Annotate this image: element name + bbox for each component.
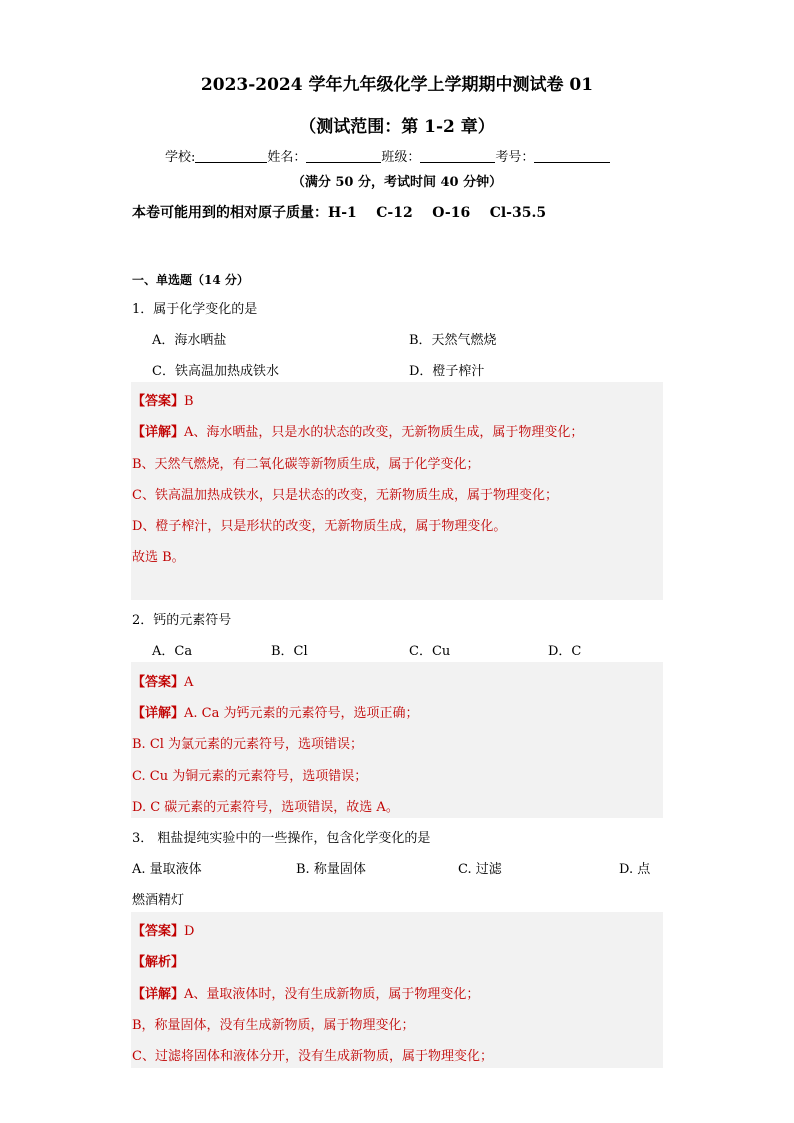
q3-answer (132, 920, 194, 939)
q1-option-b: B．天然气燃烧 (409, 333, 497, 348)
q1-detail-3: C、铁高温加热成铁水，只是状态的改变，无新物质生成，属于物理变化； (132, 488, 558, 503)
q3-option-c: C. 过滤 (458, 862, 502, 877)
q2-option-d: D．C (548, 644, 582, 659)
q2-option-c: C．Cu (409, 644, 451, 659)
exam-number-blank[interactable] (534, 150, 610, 163)
q3-option-b: B. 称量固体 (296, 862, 366, 877)
q2-detail-text: A. Ca 为钙元素的元素符号，选项正确； (184, 706, 419, 721)
q1-answer-label: 【答案】 (132, 394, 185, 409)
q3-detail-label: 【详解】 (132, 987, 185, 1002)
q3-stem: 3． 粗盐提纯实验中的一些操作，包含化学变化的是 (132, 831, 431, 846)
atomic-mass-note: 本卷可能用到的相对原子质量：H-1 C-12 O-16 Cl-35.5 (132, 205, 547, 221)
q2-answer (132, 671, 193, 690)
school-label: 学校: (165, 150, 196, 165)
q3-answer-value: D (184, 924, 195, 939)
q1-answer (132, 390, 194, 409)
q3-analysis (132, 951, 184, 970)
q3-answer-label: 【答案】 (132, 924, 185, 939)
q2-detail-label: 【详解】 (132, 706, 185, 721)
q1-detail-4: D、橙子榨汁，只是形状的改变，无新物质生成，属于物理变化。 (132, 519, 507, 534)
q3-analysis-label: 【解析】 (132, 955, 185, 970)
class-label: 班级： (381, 150, 421, 165)
q1-detail-text: A、海水晒盐，只是水的状态的改变，无新物质生成，属于物理变化； (184, 425, 584, 440)
q2-detail-4: D. C 碳元素的元素符号，选项错误，故选 A。 (132, 800, 399, 815)
q3-detail-2: B，称量固体，没有生成新物质，属于物理变化； (132, 1018, 415, 1033)
score-time: （满分 50 分，考试时间 40 分钟） (291, 175, 503, 190)
q3-stem-continued: 燃酒精灯 (132, 893, 185, 908)
q1-answer-value: B (184, 394, 194, 409)
q2-option-a: A．Ca (152, 644, 193, 659)
name-blank[interactable] (306, 150, 381, 163)
q3-option-a: A. 量取液体 (132, 862, 202, 877)
school-blank[interactable] (195, 150, 267, 163)
section-title: 一、单选题（14 分） (132, 273, 249, 287)
q2-answer-value: A (184, 675, 194, 690)
q3-detail-3: C、过滤将固体和液体分开，没有生成新物质，属于物理变化； (132, 1049, 493, 1064)
q2-detail-1 (132, 702, 419, 721)
q1-option-d: D．橙子榨汁 (409, 364, 485, 379)
name-label: 姓名： (267, 150, 307, 165)
q1-detail-label: 【详解】 (132, 425, 185, 440)
q2-answer-label: 【答案】 (132, 675, 185, 690)
q1-option-a: A．海水晒盐 (152, 333, 227, 348)
exam-number-label: 考号： (495, 150, 535, 165)
q2-detail-2: B. Cl 为氯元素的元素符号，选项错误； (132, 737, 364, 752)
q2-stem: 2．钙的元素符号 (132, 613, 232, 628)
exam-title: 2023-2024 学年九年级化学上学期期中测试卷 01 (200, 75, 594, 95)
student-info-line (165, 146, 610, 165)
q1-option-c: C．铁高温加热成铁水 (152, 364, 279, 379)
q1-conclusion: 故选 B。 (132, 550, 185, 565)
q1-detail-1 (132, 421, 583, 440)
q3-detail-1 (132, 983, 479, 1002)
q1-detail-2: B、天然气燃烧，有二氧化碳等新物质生成，属于化学变化； (132, 457, 480, 472)
class-blank[interactable] (420, 150, 495, 163)
q2-option-b: B．Cl (271, 644, 308, 659)
exam-scope: （测试范围：第 1-2 章） (299, 117, 495, 137)
q2-detail-3: C. Cu 为铜元素的元素符号，选项错误； (132, 769, 368, 784)
q1-stem: 1．属于化学变化的是 (132, 302, 258, 317)
q3-detail-text: A、量取液体时，没有生成新物质，属于物理变化； (184, 987, 480, 1002)
q3-option-d: D. 点 (619, 862, 651, 877)
